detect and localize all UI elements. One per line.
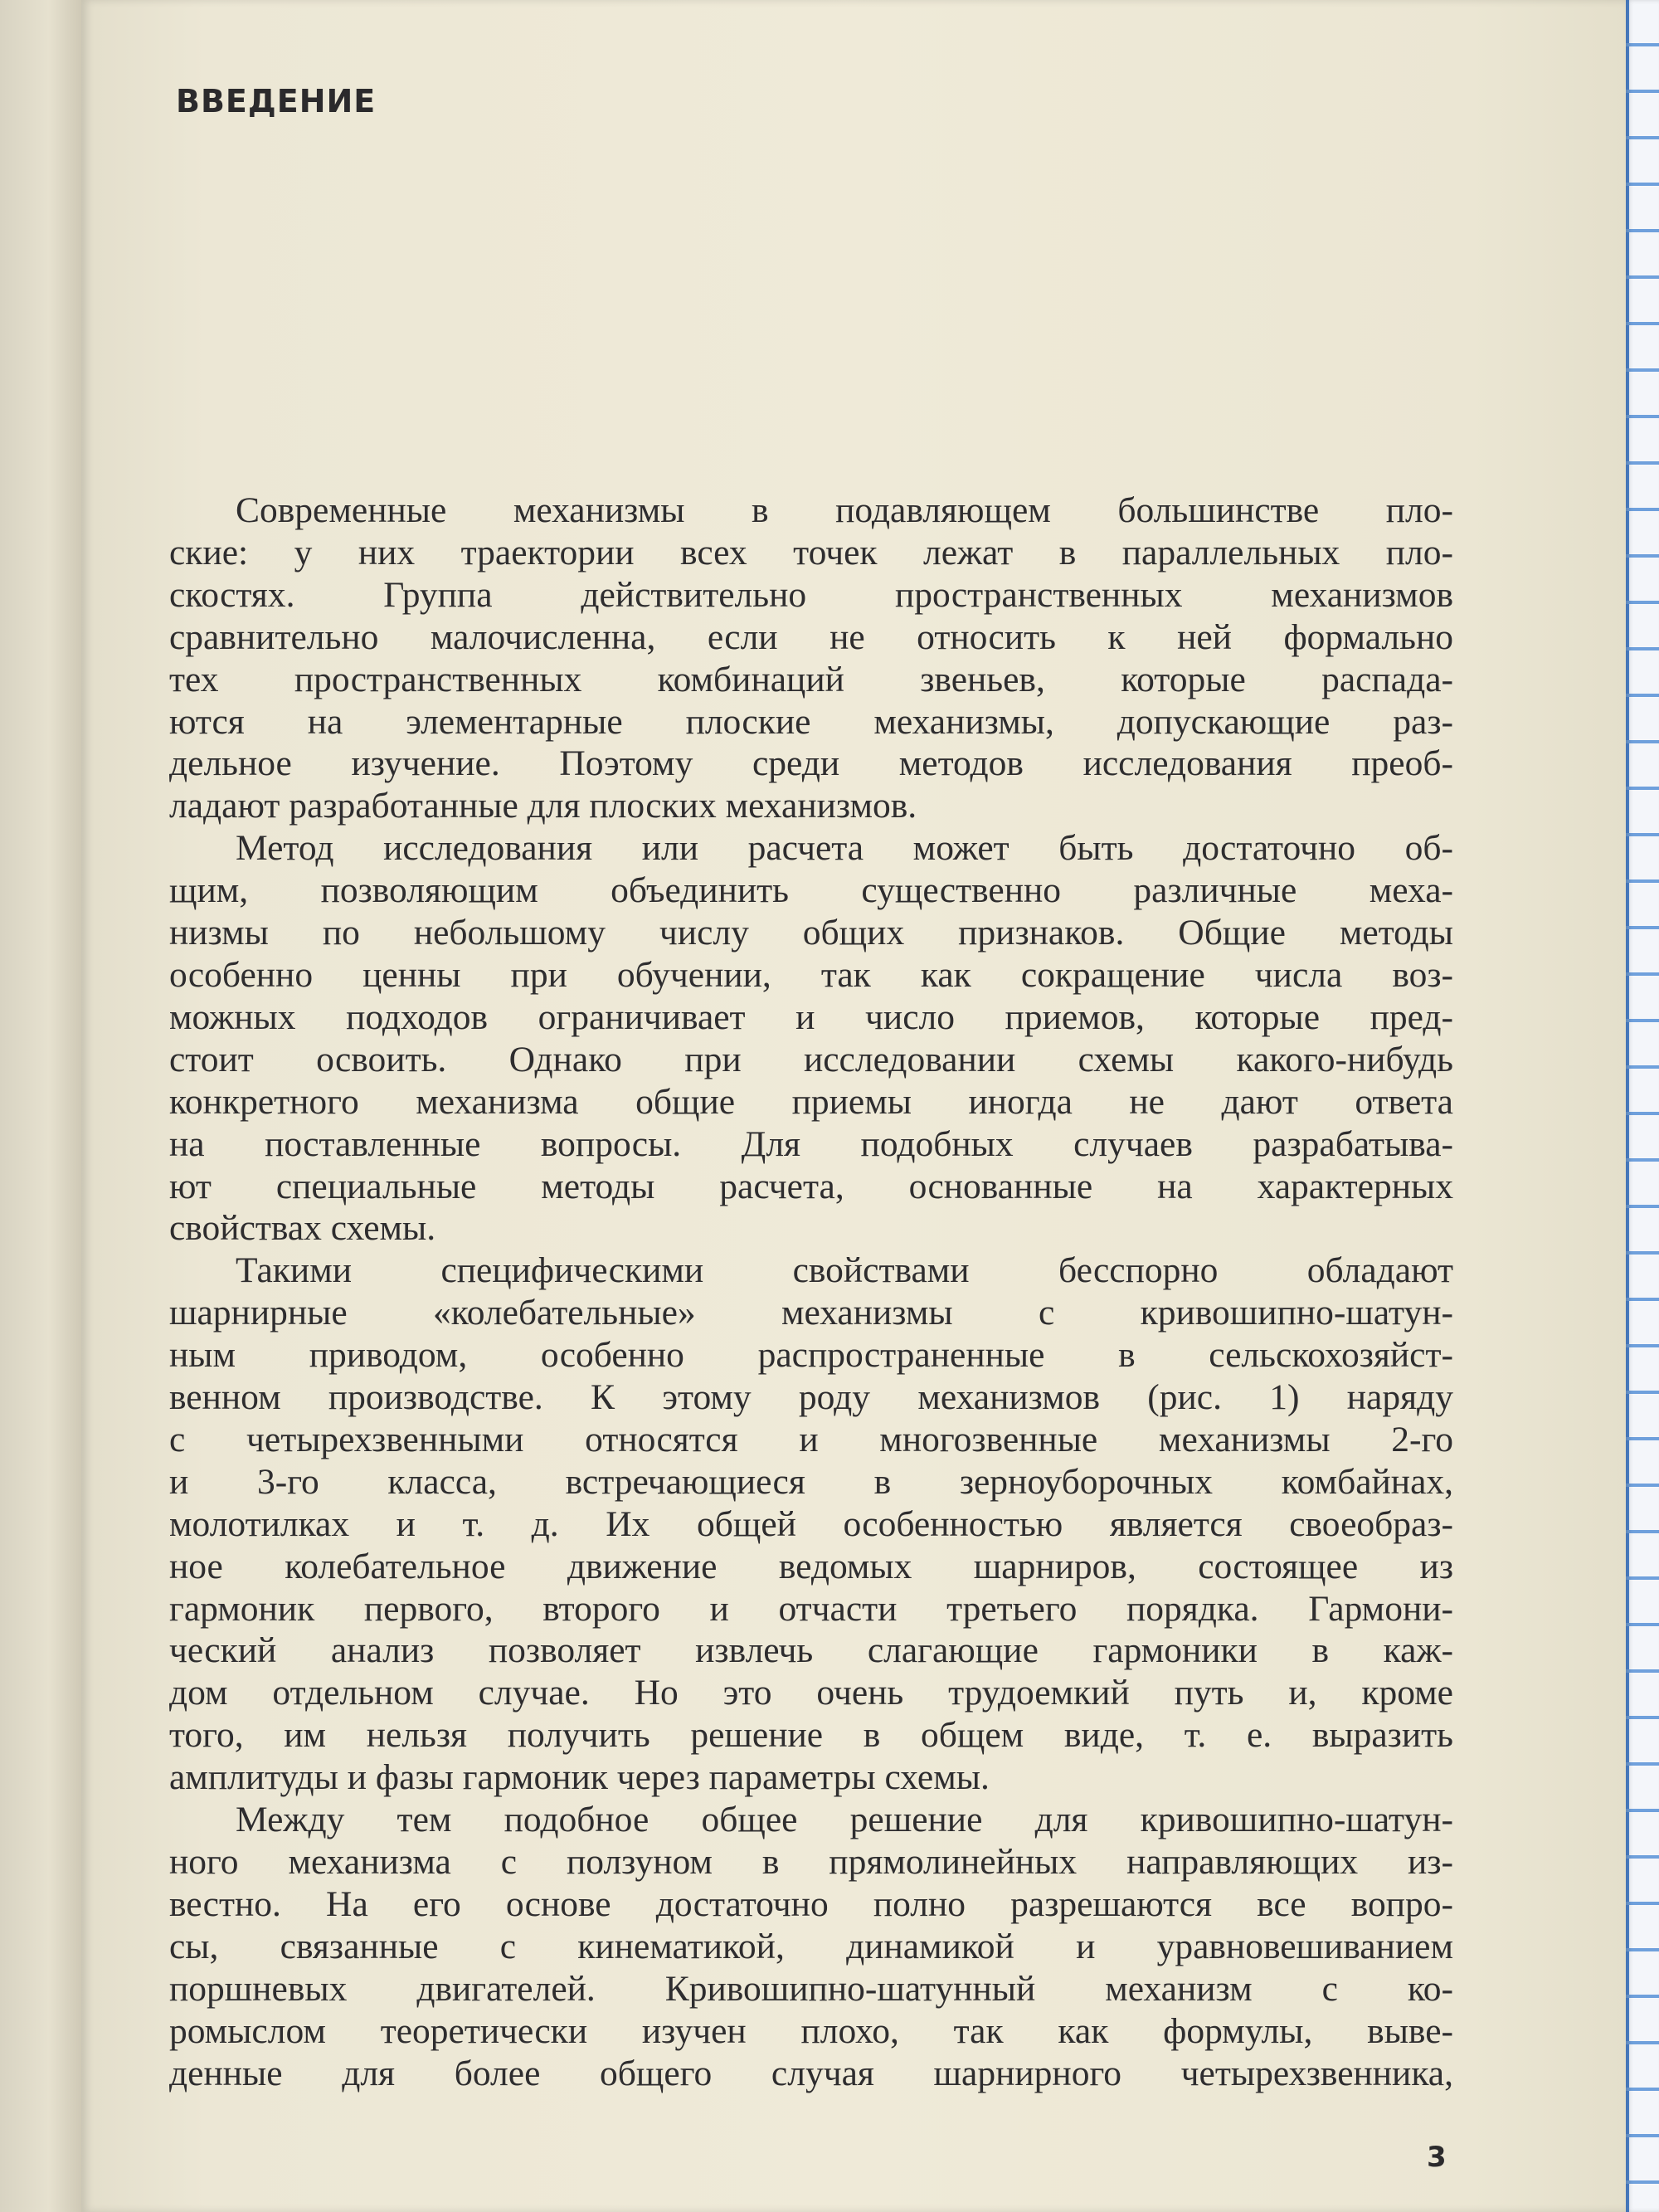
text-line: особенно ценны при обучении, так как сокращение числа воз- <box>169 954 1453 995</box>
text-line: сы, связанные с кинематикой, динамикой и уравновешиванием <box>169 1926 1453 1966</box>
text-line: ческий анализ позволяет извлечь слагающие гармоники в каж- <box>169 1630 1453 1671</box>
grid-notebook-edge <box>1626 0 1659 2212</box>
text-line: свойствах схемы. <box>169 1208 436 1249</box>
text-line: и 3-го класса, встречающиеся в зерноуборочных комбайнах, <box>169 1461 1453 1502</box>
text-line: ются на элементарные плоские механизмы, допускающие раз- <box>169 701 1453 742</box>
paragraph-3 <box>169 1250 1453 1799</box>
text-line: ного механизма с ползуном в прямолинейных направляющих из- <box>169 1842 1453 1882</box>
text-line: можных подходов ограничивает и число приемов, которые пред- <box>169 996 1453 1037</box>
text-line: скостях. Группа действительно пространственных механизмов <box>169 574 1453 615</box>
body-text <box>169 490 1453 2094</box>
text-line: конкретного механизма общие приемы иногда не дают ответа <box>169 1081 1453 1122</box>
text-line: дельное изучение. Поэтому среди методов исследования преоб- <box>169 743 1453 784</box>
text-line: амплитуды и фазы гармоник через параметры схемы. <box>169 1757 990 1798</box>
text-line: сравнительно малочисленна, если не относить к ней формально <box>169 616 1453 657</box>
text-line: венном производстве. К этому роду механизмов (рис. 1) наряду <box>169 1377 1453 1418</box>
text-line: ские: у них траектории всех точек лежат в параллельных пло- <box>169 532 1453 572</box>
paragraph-1 <box>169 490 1453 827</box>
text-line: поршневых двигателей. Кривошипно-шатунный механизм с ко- <box>169 1968 1453 2009</box>
text-line: ным приводом, особенно распространенные в сельскохозяйст- <box>169 1335 1453 1376</box>
text-line: дом отдельном случае. Но это очень трудоемкий путь и, кроме <box>169 1673 1453 1713</box>
text-line: ромыслом теоретически изучен плохо, так как формулы, выве- <box>169 2010 1453 2051</box>
previous-page-edge <box>0 0 81 2212</box>
text-line: того, им нельзя получить решение в общем виде, т. е. выразить <box>169 1715 1453 1756</box>
text-line: Такими специфическими свойствами бесспорно обладают <box>236 1250 1453 1291</box>
text-line: с четырехзвенными относятся и многозвенные механизмы 2-го <box>169 1419 1453 1459</box>
text-line: стоит освоить. Однако при исследовании схемы какого-нибудь <box>169 1039 1453 1079</box>
text-line: Метод исследования или расчета может быть достаточно об- <box>236 828 1453 869</box>
text-line: гармоник первого, второго и отчасти третьего порядка. Гармони- <box>169 1588 1453 1629</box>
text-line: денные для более общего случая шарнирного четырехзвенника, <box>169 2053 1453 2093</box>
text-line: молотилках и т. д. Их общей особенностью является своеобраз- <box>169 1503 1453 1544</box>
text-line: Современные механизмы в подавляющем большинстве пло- <box>236 490 1453 530</box>
text-line: шарнирные «колебательные» механизмы с кривошипно-шатун- <box>169 1293 1453 1333</box>
page-number: 3 <box>1427 2141 1447 2174</box>
paragraph-4 <box>169 1799 1453 2094</box>
text-line: ное колебательное движение ведомых шарниров, состоящее из <box>169 1546 1453 1586</box>
text-line: низмы по небольшому числу общих признаков. Общие методы <box>169 913 1453 953</box>
text-line: на поставленные вопросы. Для подобных случаев разрабатыва- <box>169 1123 1453 1164</box>
paragraph-2 <box>169 827 1453 1250</box>
text-line: ют специальные методы расчета, основанные на характерных <box>169 1166 1453 1206</box>
chapter-heading: ВВЕДЕНИЕ <box>176 83 377 119</box>
text-line: тех пространственных комбинаций звеньев, которые распада- <box>169 659 1453 699</box>
text-line: щим, позволяющим объединить существенно различные меха- <box>169 870 1453 911</box>
text-line: вестно. На его основе достаточно полно разрешаются все вопро- <box>169 1883 1453 1924</box>
text-line: ладают разработанные для плоских механизмов. <box>169 786 917 826</box>
text-line: Между тем подобное общее решение для кривошипно-шатун- <box>236 1800 1453 1840</box>
